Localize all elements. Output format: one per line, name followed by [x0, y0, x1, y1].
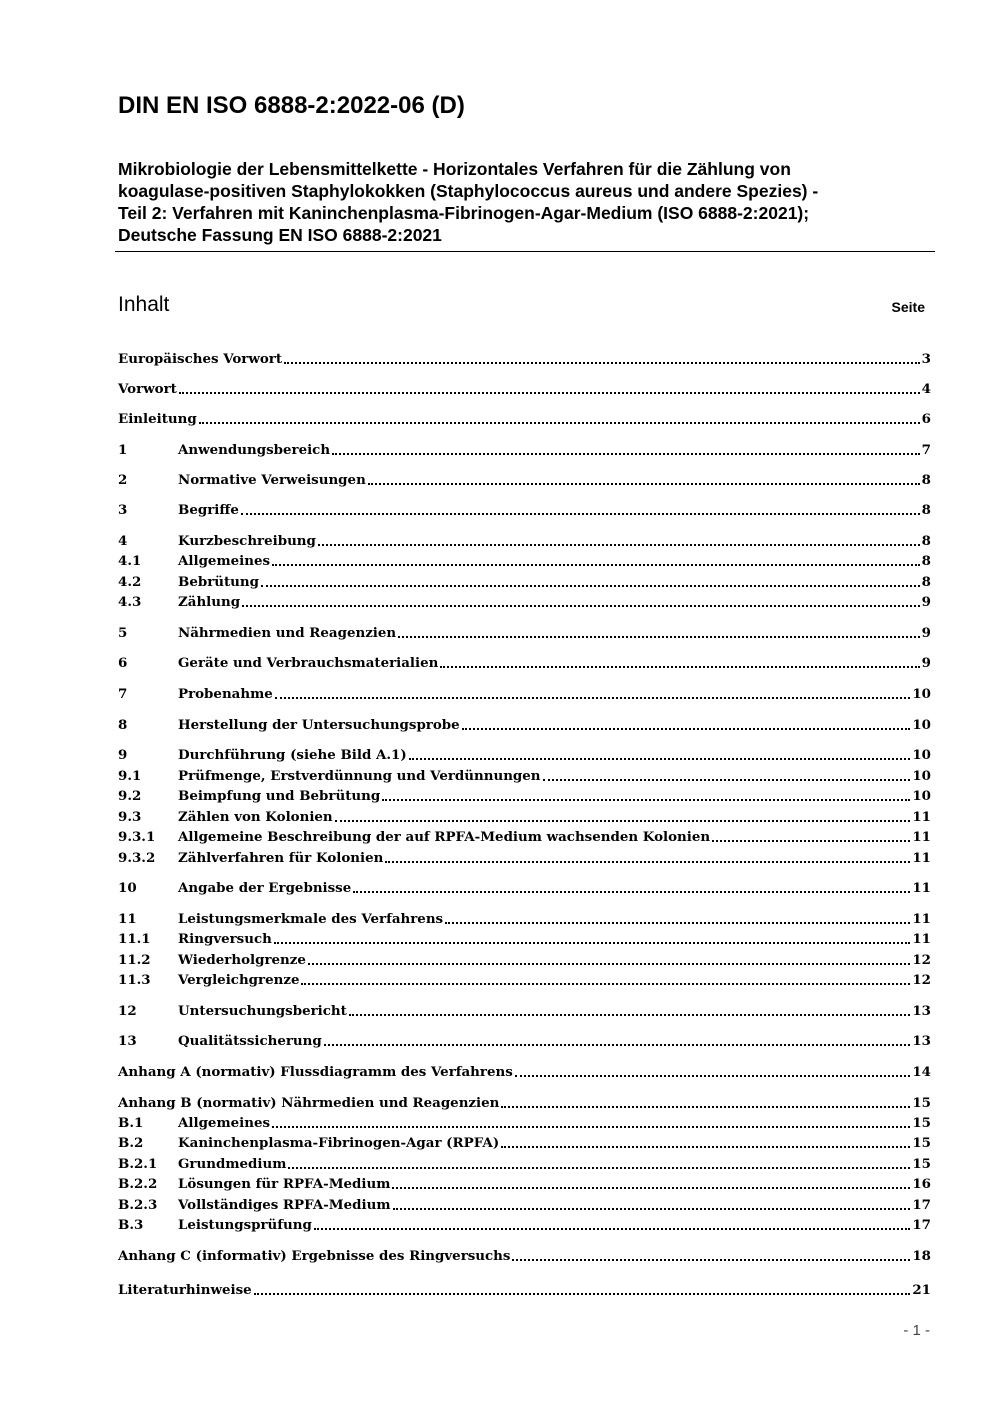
toc-dot-leader — [393, 1207, 911, 1210]
toc-entry-title: Ringversuch — [178, 931, 272, 947]
toc-entry-title: Literaturhinweise — [118, 1282, 252, 1298]
toc-entry-number: 5 — [118, 625, 128, 641]
toc-entry-page: 11 — [912, 850, 931, 866]
toc-entry[interactable] — [118, 1195, 931, 1215]
toc-entry-title: Vollständiges RPFA-Medium — [178, 1197, 391, 1213]
toc-heading: Inhalt — [118, 293, 170, 316]
toc-entry-number: 10 — [118, 880, 137, 896]
toc-entry-title: Geräte und Verbrauchsmaterialien — [178, 655, 439, 671]
toc-entry[interactable] — [118, 929, 931, 949]
toc-dot-leader — [385, 860, 910, 863]
toc-dot-leader — [501, 1105, 910, 1108]
toc-entry-number: 4.2 — [118, 574, 142, 590]
toc-entry-title: Normative Verweisungen — [178, 472, 366, 488]
toc-dot-leader — [398, 635, 920, 638]
toc-entry-number: 8 — [118, 717, 128, 733]
toc-dot-leader — [261, 584, 920, 587]
toc-entry-number: B.1 — [118, 1115, 144, 1131]
toc-entry-page: 13 — [912, 1003, 931, 1019]
toc-entry-number: 3 — [118, 502, 128, 518]
subtitle-line: koagulase-positiven Staphylokokken (Staphylococcus aureus und andere Spezies) - — [118, 181, 819, 201]
toc-entry-title: Prüfmenge, Erstverdünnung und Verdünnungen — [178, 768, 541, 784]
subtitle-line: Deutsche Fassung EN ISO 6888-2:2021 — [118, 225, 442, 245]
toc-dot-leader — [382, 798, 910, 801]
toc-entry-title: Herstellung der Untersuchungsprobe — [178, 717, 460, 733]
toc-entry-title: Kaninchenplasma-Fibrinogen-Agar (RPFA) — [178, 1135, 500, 1151]
toc-entry-number: 2 — [118, 472, 128, 488]
toc-entry[interactable] — [118, 623, 931, 643]
toc-entry[interactable] — [118, 1154, 931, 1174]
toc-entry[interactable] — [118, 1280, 931, 1300]
toc-entry[interactable] — [118, 1093, 931, 1113]
toc-entry-page: 12 — [912, 952, 931, 968]
toc-entry[interactable] — [118, 1246, 931, 1266]
toc-entry-title: Untersuchungsbericht — [178, 1003, 347, 1019]
toc-dot-leader — [242, 604, 920, 607]
toc-entry-title: Durchführung (siehe Bild A.1) — [178, 747, 407, 763]
toc-entry-page: 10 — [912, 788, 931, 804]
toc-entry-page: 17 — [912, 1197, 931, 1213]
toc-entry-title: Kurzbeschreibung — [178, 533, 316, 549]
toc-dot-leader — [445, 921, 910, 924]
toc-dot-leader — [272, 1125, 910, 1128]
toc-entry-number: 9.3 — [118, 809, 142, 825]
toc-entry-title: Vorwort — [118, 381, 177, 397]
toc-entry-page: 13 — [912, 1033, 931, 1049]
toc-entry[interactable] — [118, 1031, 931, 1051]
toc-dot-leader — [515, 1074, 911, 1077]
toc-entry[interactable] — [118, 572, 931, 592]
toc-entry[interactable] — [118, 531, 931, 551]
toc-entry-title: Probenahme — [178, 686, 273, 702]
toc-entry-page: 11 — [912, 911, 931, 927]
toc-entry-number: 9.2 — [118, 788, 142, 804]
toc-entry-page: 8 — [921, 472, 931, 488]
toc-entry-number: 9.1 — [118, 768, 142, 784]
toc-entry-title: Anhang A (normativ) Flussdiagramm des Verfahrens — [118, 1064, 513, 1080]
toc-entry-page: 10 — [912, 686, 931, 702]
toc-entry-title: Begriffe — [178, 502, 239, 518]
toc-dot-leader — [349, 1013, 911, 1016]
toc-dot-leader — [275, 696, 911, 699]
toc-entry-page: 9 — [921, 594, 931, 610]
subtitle-line: Mikrobiologie der Lebensmittelkette - Horizontales Verfahren für die Zählung von — [118, 159, 791, 179]
toc-entry[interactable] — [118, 409, 931, 429]
toc-entry-title: Zählverfahren für Kolonien — [178, 850, 384, 866]
toc-dot-leader — [308, 962, 910, 965]
toc-entry-number: 9.3.1 — [118, 829, 156, 845]
toc-entry-page: 11 — [912, 829, 931, 845]
toc-dot-leader — [409, 757, 911, 760]
toc-dot-leader — [324, 1043, 911, 1046]
toc-entry-title: Angabe der Ergebnisse — [178, 880, 352, 896]
toc-entry[interactable] — [118, 1215, 931, 1235]
toc-entry[interactable] — [118, 349, 931, 369]
toc-entry[interactable] — [118, 807, 931, 827]
document-title: DIN EN ISO 6888-2:2022-06 (D) — [118, 92, 465, 119]
toc-dot-leader — [501, 1145, 910, 1148]
toc-entry-page: 16 — [912, 1176, 931, 1192]
toc-entry[interactable] — [118, 766, 931, 786]
toc-entry-page: 11 — [912, 809, 931, 825]
toc-dot-leader — [274, 941, 911, 944]
toc-entry-page: 10 — [912, 747, 931, 763]
toc-entry-number: 11 — [118, 911, 137, 927]
toc-entry[interactable] — [118, 653, 931, 673]
toc-entry-title: Zählen von Kolonien — [178, 809, 333, 825]
toc-entry[interactable] — [118, 470, 931, 490]
toc-dot-leader — [254, 1292, 911, 1295]
toc-entry-page: 3 — [921, 351, 931, 367]
toc-entry-title: Wiederholgrenze — [178, 952, 306, 968]
toc-entry[interactable] — [118, 909, 931, 929]
toc-entry-number: 4.3 — [118, 594, 142, 610]
toc-dot-leader — [272, 563, 920, 566]
toc-entry-page: 9 — [921, 625, 931, 641]
toc-entry-number: 7 — [118, 686, 128, 702]
toc-entry-title: Anwendungsbereich — [178, 442, 331, 458]
toc-entry-number: 9 — [118, 747, 128, 763]
toc-dot-leader — [353, 890, 910, 893]
toc-entry-page: 8 — [921, 553, 931, 569]
toc-page-column-label: Seite — [891, 299, 925, 315]
toc-entry-title: Europäisches Vorwort — [118, 351, 283, 367]
document-subtitle — [118, 158, 934, 246]
toc-entry-page: 21 — [912, 1282, 931, 1298]
toc-entry[interactable] — [118, 500, 931, 520]
toc-entry[interactable] — [118, 592, 931, 612]
toc-entry-title: Allgemeine Beschreibung der auf RPFA-Medium wachsenden Kolonien — [178, 829, 711, 845]
toc-entry-title: Grundmedium — [178, 1156, 287, 1172]
toc-entry-number: B.2.2 — [118, 1176, 158, 1192]
toc-dot-leader — [440, 665, 919, 668]
subtitle-line: Teil 2: Verfahren mit Kaninchenplasma-Fibrinogen-Agar-Medium (ISO 6888-2:2021); — [118, 203, 810, 223]
toc-entry-title: Zählung — [178, 594, 241, 610]
toc-entry-title: Qualitätssicherung — [178, 1033, 322, 1049]
toc-entry-page: 9 — [921, 655, 931, 671]
toc-entry[interactable] — [118, 379, 931, 399]
toc-entry[interactable] — [118, 878, 931, 898]
toc-entry[interactable] — [118, 1062, 931, 1082]
toc-entry-page: 10 — [912, 717, 931, 733]
toc-dot-leader — [314, 1227, 910, 1230]
toc-entry[interactable] — [118, 440, 931, 460]
toc-entry-number: 11.2 — [118, 952, 151, 968]
toc-entry-number: B.2.1 — [118, 1156, 158, 1172]
toc-entry-number: 11.3 — [118, 972, 151, 988]
toc-entry[interactable] — [118, 745, 931, 765]
toc-entry-page: 15 — [912, 1156, 931, 1172]
toc-entry[interactable] — [118, 684, 931, 704]
toc-entry-title: Vergleichgrenze — [178, 972, 300, 988]
toc-entry-number: 4 — [118, 533, 128, 549]
toc-entry-page: 12 — [912, 972, 931, 988]
toc-dot-leader — [301, 982, 910, 985]
toc-dot-leader — [288, 1166, 910, 1169]
toc-entry-number: 1 — [118, 442, 128, 458]
toc-entry-page: 8 — [921, 502, 931, 518]
toc-entry[interactable] — [118, 848, 931, 868]
toc-dot-leader — [543, 778, 911, 781]
toc-entry[interactable] — [118, 1133, 931, 1153]
toc-entry-page: 4 — [921, 381, 931, 397]
toc-entry-number: B.2 — [118, 1135, 144, 1151]
toc-entry-title: Bebrütung — [178, 574, 260, 590]
toc-entry-title: Leistungsprüfung — [178, 1217, 312, 1233]
toc-dot-leader — [332, 452, 920, 455]
toc-entry-page: 6 — [921, 411, 931, 427]
toc-entry-page: 14 — [912, 1064, 931, 1080]
toc-entry-title: Einleitung — [118, 411, 197, 427]
toc-entry-page: 15 — [912, 1135, 931, 1151]
toc-entry-title: Leistungsmerkmale des Verfahrens — [178, 911, 444, 927]
toc-dot-leader — [284, 361, 920, 364]
toc-entry-number: B.3 — [118, 1217, 144, 1233]
toc-dot-leader — [712, 839, 910, 842]
toc-entry-title: Nährmedien und Reagenzien — [178, 625, 397, 641]
toc-dot-leader — [462, 727, 911, 730]
toc-entry-page: 11 — [912, 880, 931, 896]
toc-dot-leader — [241, 512, 920, 515]
toc-entry-page: 15 — [912, 1115, 931, 1131]
toc-entry[interactable] — [118, 827, 931, 847]
toc-entry-page: 10 — [912, 768, 931, 784]
toc-entry[interactable] — [118, 1113, 931, 1133]
toc-entry[interactable] — [118, 551, 931, 571]
toc-dot-leader — [512, 1258, 910, 1261]
toc-entry[interactable] — [118, 970, 931, 990]
page-number: - 1 - — [903, 1322, 930, 1339]
toc-entry[interactable] — [118, 950, 931, 970]
toc-entry[interactable] — [118, 786, 931, 806]
toc-entry-page: 7 — [921, 442, 931, 458]
toc-entry-number: 13 — [118, 1033, 137, 1049]
toc-entry-page: 17 — [912, 1217, 931, 1233]
toc-entry-title: Allgemeines — [178, 1115, 271, 1131]
toc-dot-leader — [368, 482, 920, 485]
toc-entry-page: 11 — [912, 931, 931, 947]
toc-entry-number: 6 — [118, 655, 128, 671]
toc-dot-leader — [318, 543, 920, 546]
toc-entry-number: 4.1 — [118, 553, 142, 569]
toc-entry-title: Anhang B (normativ) Nährmedien und Reagenzien — [118, 1095, 500, 1111]
toc-entry[interactable] — [118, 1001, 931, 1021]
toc-dot-leader — [179, 391, 920, 394]
toc-dot-leader — [335, 819, 911, 822]
toc-entry-number: 12 — [118, 1003, 137, 1019]
toc-entry-title: Allgemeines — [178, 553, 271, 569]
toc-entry-page: 15 — [912, 1095, 931, 1111]
toc-entry-page: 8 — [921, 533, 931, 549]
toc-entry-title: Lösungen für RPFA-Medium — [178, 1176, 391, 1192]
toc-entry-title: Anhang C (informativ) Ergebnisse des Ringversuchs — [118, 1248, 511, 1264]
toc-entry-number: 11.1 — [118, 931, 151, 947]
toc-entry-page: 18 — [912, 1248, 931, 1264]
toc-entry-title: Beimpfung und Bebrütung — [178, 788, 381, 804]
toc-entry[interactable] — [118, 1174, 931, 1194]
title-divider — [115, 251, 935, 252]
toc-dot-leader — [199, 421, 920, 424]
toc-dot-leader — [392, 1186, 910, 1189]
toc-entry-page: 8 — [921, 574, 931, 590]
toc-entry-number: B.2.3 — [118, 1197, 158, 1213]
toc-entry[interactable] — [118, 715, 931, 735]
toc-entry-number: 9.3.2 — [118, 850, 156, 866]
